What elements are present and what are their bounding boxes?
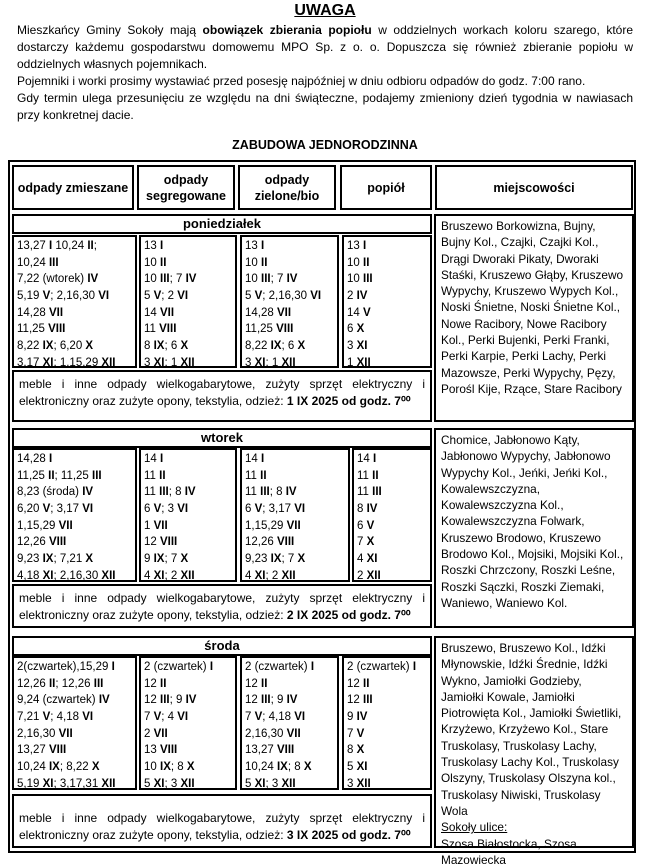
date-entry: 5,19 XI; 3,17,31 XII (17, 777, 116, 790)
date-entry: 14,28 I (17, 453, 53, 465)
date-entry: 13 VIII (144, 744, 178, 757)
date-entry: 12 II (144, 677, 167, 690)
tuesday-localities: Chomice, Jabłonowo Kąty, Jabłonowo Wypychy, Jabłonowo Wypychy Kol., Jeńki, Jeńki Kol., Kowalewszczyzna, Kowalewszczyzna Kol., Kowalewszczyzna Folwark, Kruszewo Brodowo, Kruszewo Brodowo Kol., Mojsiki, Mojsiki Kol., Roszki Chrzczony, Roszki Leśne, Roszki Sączki, Roszki Ziemaki, Waniewo, Waniewo Kol. (434, 428, 634, 628)
date-entry: 6 X (347, 323, 365, 336)
date-entry: 14 I (144, 453, 164, 465)
date-entry: 13,27 VIII (245, 744, 295, 757)
date-entry: 5 XI; 3 XII (245, 777, 296, 790)
monday-mixed-dates (12, 235, 137, 368)
date-entry: 14,28 VII (17, 306, 64, 319)
tuesday-green-dates (240, 448, 350, 582)
wednesday-green-dates (240, 656, 339, 790)
sokoly-streets-heading: Sokoły ulice: (441, 820, 508, 835)
intro-p1-part-a: Mieszkańcy Gminy Sokoły mają (17, 23, 203, 37)
date-entry: 9 IV (347, 711, 368, 724)
date-entry: 10 III (347, 273, 373, 286)
date-entry: 2 XII (357, 569, 381, 582)
date-entry: 7 V (347, 727, 365, 740)
date-entry: 4,18 XI; 2,16,30 XII (17, 569, 116, 582)
intro-paragraph-3: Gdy termin ulega przesunięciu ze względu na dni świąteczne, podajemy zmieniony dzień tygodnia w nawiasach przy konkretnej dacie. (17, 91, 633, 122)
date-entry: 5 XI; 3 XII (144, 777, 195, 790)
date-entry: 13 I (245, 240, 265, 252)
date-entry: 11 III (357, 486, 382, 499)
date-entry: 7,21 V; 4,18 VI (17, 711, 94, 724)
date-entry: 2(czwartek),15,29 I (17, 661, 115, 673)
day-heading-tuesday: wtorek (12, 428, 432, 448)
header-mixed-waste: odpady zmieszane (12, 165, 134, 210)
header-ash: popiół (340, 165, 432, 210)
note-text: meble i inne odpady wielkogabarytowe, zużyty sprzęt elektryczny i elektroniczny oraz zużyte opony, tekstylia, odzież: (19, 811, 425, 842)
intro-paragraph-1 (17, 22, 633, 73)
header-green-waste: odpady zielone/bio (238, 165, 336, 210)
date-entry: 8,22 IX; 6 X (245, 340, 306, 353)
page-title: UWAGA (294, 2, 356, 19)
date-entry: 2,16,30 VII (245, 727, 301, 740)
date-entry: 10 IX; 8 X (144, 761, 195, 774)
date-entry: 1,15,29 VII (17, 519, 73, 532)
date-entry: 8 IV (357, 503, 378, 516)
date-entry: 4 XI; 2 XII (144, 569, 195, 582)
wednesday-segregated-dates (139, 656, 237, 790)
intro-p1-part-c: w oddzielnych workach koloru szarego, które dostarczy każdemu gospodarstwu domowemu MPO Sp. z o. o. Dopuszcza się również zbieranie popiołu w oddzielnych własnych pojemnikach. (17, 23, 634, 71)
date-entry: 12,26 II; 12,26 III (17, 677, 104, 690)
collection-date: 2 IX 2025 od godz. 7⁰⁰ (286, 608, 411, 622)
date-entry: 9,24 (czwartek) IV (17, 694, 110, 707)
date-entry: 9,23 IX; 7,21 X (17, 553, 94, 566)
intro-p1-bold: obowiązek zbierania popiołu (202, 23, 372, 37)
date-entry: 13,27 VIII (17, 744, 67, 757)
date-entry: 3 XI (347, 340, 368, 353)
date-entry: 14 VII (144, 306, 175, 319)
date-entry: 11,25 II; 11,25 III (17, 469, 102, 482)
date-entry: 1 XII (347, 356, 371, 369)
date-entry: 2 IV (347, 290, 368, 303)
date-entry: 10,24 III (17, 256, 59, 269)
date-entry: 12 II (347, 677, 370, 690)
tuesday-bulky-waste-note (12, 584, 432, 628)
date-entry: 6 V (357, 519, 375, 532)
date-entry: 3,17 XI; 1,15,29 XII (17, 356, 116, 369)
date-entry: 10 II (144, 256, 167, 269)
date-entry: 1,15,29 VII (245, 519, 301, 532)
date-entry: 3 XI; 1 XII (144, 356, 195, 369)
date-entry: 8,22 IX; 6,20 X (17, 340, 94, 353)
date-entry: 12 II (245, 677, 268, 690)
header-segregated-waste: odpady segregowane (137, 165, 235, 210)
header-localities: miejscowości (435, 165, 633, 210)
date-entry: 4 XI; 2 XII (245, 569, 296, 582)
date-entry: 5 V; 2 VI (144, 290, 189, 303)
intro-paragraph-2: Pojemniki i worki prosimy wystawiać przed posesję najpóźniej w dniu odbioru odpadów do godz. 7:00 rano. (17, 74, 586, 88)
date-entry: 8 IX; 6 X (144, 340, 189, 353)
date-entry: 14 I (245, 453, 265, 465)
wednesday-mixed-dates (12, 656, 137, 790)
date-entry: 6 V; 3,17 VI (245, 503, 306, 516)
date-entry: 11 III; 8 IV (144, 486, 196, 499)
date-entry: 14 V (347, 306, 371, 319)
date-entry: 10 II (347, 256, 370, 269)
table-subtitle: ZABUDOWA JEDNORODZINNA (232, 138, 418, 152)
tuesday-segregated-dates (139, 448, 237, 582)
day-heading-wednesday: środa (12, 636, 432, 656)
day-heading-monday: poniedziałek (12, 214, 432, 234)
monday-segregated-dates (139, 235, 237, 368)
date-entry: 13 I (144, 240, 164, 252)
date-entry: 13,27 I 10,24 II; (17, 240, 97, 252)
wednesday-bulky-waste-note (12, 794, 432, 848)
note-text: meble i inne odpady wielkogabarytowe, zużyty sprzęt elektryczny i elektroniczny oraz zużyte opony, tekstylia, odzież: (19, 377, 425, 408)
date-entry: 7 V; 4,18 VI (245, 711, 306, 724)
date-entry: 6,20 V; 3,17 VI (17, 503, 94, 516)
date-entry: 13 I (347, 240, 367, 252)
date-entry: 2,16,30 VII (17, 727, 73, 740)
date-entry: 12 III; 9 IV (245, 694, 298, 707)
tuesday-mixed-dates (12, 448, 137, 582)
wednesday-localities (434, 636, 634, 867)
monday-bulky-waste-note (12, 370, 432, 422)
date-entry: 2 (czwartek) I (347, 661, 417, 673)
tuesday-ash-dates (352, 448, 432, 582)
wednesday-ash-dates (342, 656, 432, 790)
date-entry: 4 XI (357, 553, 378, 566)
date-entry: 12,26 VIII (245, 536, 295, 549)
date-entry: 9 IX; 7 X (144, 553, 189, 566)
collection-date: 3 IX 2025 od godz. 7⁰⁰ (286, 828, 411, 842)
collection-date: 1 IX 2025 od godz. 7⁰⁰ (286, 394, 411, 408)
date-entry: 11 II (357, 469, 379, 482)
date-entry: 14,28 VII (245, 306, 292, 319)
note-text: meble i inne odpady wielkogabarytowe, zużyty sprzęt elektryczny i elektroniczny oraz zużyte opony, tekstylia, odzież: (19, 591, 425, 622)
date-entry: 8 X (347, 744, 365, 757)
date-entry: 12 III (347, 694, 373, 707)
date-entry: 11 II (245, 469, 267, 482)
date-entry: 10,24 IX; 8 X (245, 761, 312, 774)
date-entry: 12,26 VIII (17, 536, 67, 549)
date-entry: 2 (czwartek) I (245, 661, 315, 673)
monday-green-dates (240, 235, 339, 368)
monday-ash-dates (342, 235, 432, 368)
monday-localities: Bruszewo Borkowizna, Bujny, Bujny Kol., Czajki, Czajki Kol., Drągi Dworaki Pikaty, Dworaki Staśki, Kruszewo Głąby, Kruszewo Wypychy, Kruszewo Wypych Kol., Noski Śnietne, Noski Śnietne Kol., Nowe Racibory, Nowe Racibory Kol., Perki Bujenki, Perki Franki, Perki Karpie, Perki Lachy, Perki Mazowsze, Perki Wypychy, Pęzy, Porośl Kije, Rzące, Stare Racibory (434, 214, 634, 422)
date-entry: 14 I (357, 453, 377, 465)
date-entry: 10,24 IX; 8,22 X (17, 761, 100, 774)
date-entry: 3 XI; 1 XII (245, 356, 296, 369)
date-entry: 12 VIII (144, 536, 178, 549)
date-entry: 9,23 IX; 7 X (245, 553, 306, 566)
date-entry: 8,23 (środa) IV (17, 486, 94, 499)
date-entry: 6 V; 3 VI (144, 503, 189, 516)
date-entry: 11 III; 8 IV (245, 486, 297, 499)
date-entry: 7 V; 4 VI (144, 711, 189, 724)
sokoly-streets-list: Szosa Białostocka, Szosa Mazowiecka (441, 836, 577, 867)
date-entry: 2 (czwartek) I (144, 661, 214, 673)
date-entry: 2 VII (144, 727, 168, 740)
date-entry: 5 XI (347, 761, 368, 774)
date-entry: 1 VII (144, 519, 168, 532)
wednesday-localities-list: Bruszewo, Bruszewo Kol., Idźki Młynowskie, Idźki Średnie, Idźki Wykno, Jamiołki Godzieby, Jamiołki Kowale, Jamiołki Piotrowięta Kol., Jamiołki Świetliki, Krzyżewo, Krzyżewo Kol., Stare Truskolasy, Truskolasy Lachy, Truskolasy Lachy Kol., Truskolasy Olszyny, Truskolasy Olszyna kol., Truskolasy Niwiski, Truskolasy Wola (441, 641, 622, 818)
date-entry: 10 III; 7 IV (144, 273, 197, 286)
date-entry: 3 XII (347, 777, 371, 790)
date-entry: 11,25 VIII (17, 323, 66, 336)
date-entry: 5 V; 2,16,30 VI (245, 290, 322, 303)
intro-text (17, 22, 633, 124)
date-entry: 10 III; 7 IV (245, 273, 298, 286)
date-entry: 7 X (357, 536, 375, 549)
date-entry: 11 II (144, 469, 166, 482)
date-entry: 12 III; 9 IV (144, 694, 197, 707)
date-entry: 7,22 (wtorek) IV (17, 273, 99, 286)
date-entry: 11,25 VIII (245, 323, 294, 336)
date-entry: 10 II (245, 256, 268, 269)
date-entry: 5,19 V; 2,16,30 VI (17, 290, 110, 303)
date-entry: 11 VIII (144, 323, 177, 336)
